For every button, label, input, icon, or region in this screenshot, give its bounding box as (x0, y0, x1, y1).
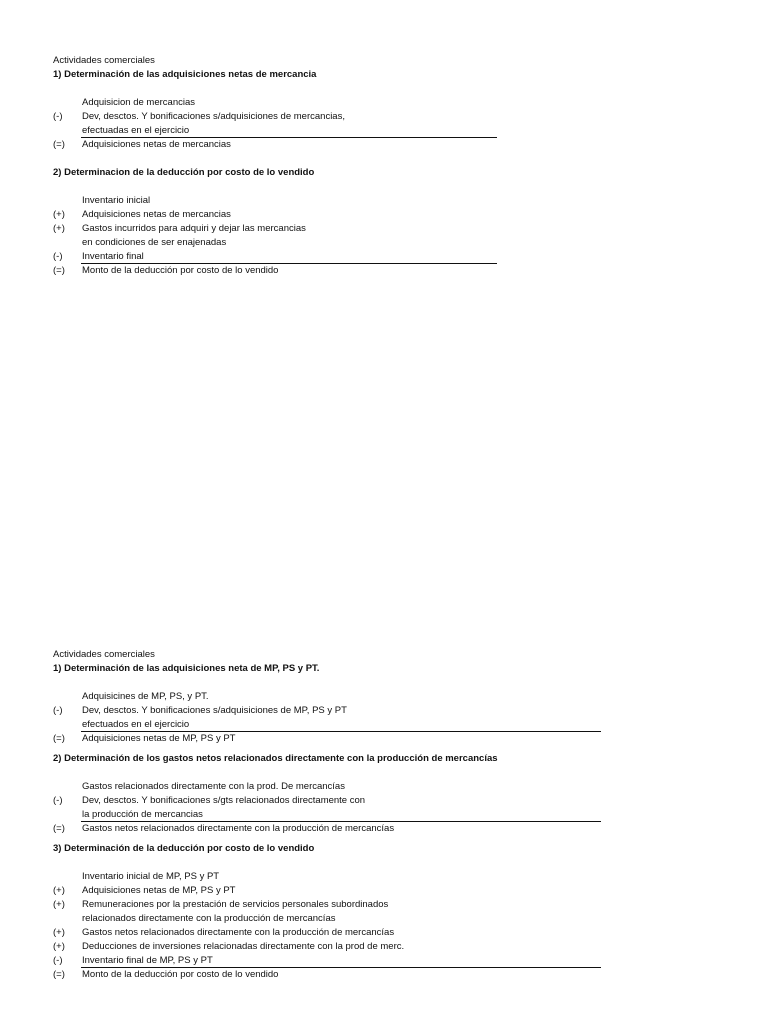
row-label: Gastos netos relacionados directamente con la producción de mercancías (82, 927, 395, 938)
row-label: Monto de la deducción por costo de lo vendido (82, 969, 279, 980)
calc-row (53, 884, 498, 898)
row-label: Gastos netos relacionados directamente con la producción de mercancías (82, 823, 395, 834)
row-label: efectuados en el ejercicio (82, 719, 190, 730)
section-title: Actividades comerciales (53, 649, 155, 660)
operator: (+) (53, 885, 65, 896)
calc-row-total (53, 264, 316, 278)
calc-row (53, 96, 316, 110)
row-label: Adquisicion de mercancias (82, 97, 196, 108)
row-label: Dev, desctos. Y bonificaciones s/gts relacionados directamente con (82, 795, 366, 806)
row-label: efectuadas en el ejercicio (82, 125, 190, 136)
row-label: Inventario final (82, 251, 144, 262)
calc-row (53, 124, 316, 138)
row-label: Remuneraciones por la prestación de servicios personales subordinados (82, 899, 389, 910)
calc-row (53, 780, 498, 794)
operator: (=) (53, 969, 65, 980)
calc-row (53, 898, 498, 912)
row-label: Dev, desctos. Y bonificaciones s/adquisiciones de mercancias, (82, 111, 345, 122)
operator: (+) (53, 927, 65, 938)
calc-row (53, 704, 498, 718)
section-commercial-activities-production (53, 648, 498, 982)
calc-row (53, 222, 316, 236)
calc-row (53, 718, 498, 732)
operator: (+) (53, 223, 65, 234)
row-label: en condiciones de ser enajenadas (82, 237, 227, 248)
row-label: Deducciones de inversiones relacionadas directamente con la prod de merc. (82, 941, 405, 952)
calc-row (53, 236, 316, 250)
row-label: Inventario inicial de MP, PS y PT (82, 871, 220, 882)
row-label: Adquisiciones netas de MP, PS y PT (82, 733, 236, 744)
operator: (=) (53, 265, 65, 276)
calc-row (53, 690, 498, 704)
row-label: la producción de mercancias (82, 809, 203, 820)
operator: (-) (53, 705, 63, 716)
calc-row (53, 954, 498, 968)
operator: (-) (53, 795, 63, 806)
calc-row (53, 250, 316, 264)
row-label: Inventario inicial (82, 195, 151, 206)
calc-row (53, 110, 345, 124)
row-label: Adquisiciones netas de MP, PS y PT (82, 885, 236, 896)
row-label: Gastos relacionados directamente con la prod. De mercancías (82, 781, 345, 792)
part-heading: 3) Determinación de la deducción por costo de lo vendido (53, 843, 315, 854)
calc-row (53, 194, 316, 208)
calc-row (53, 940, 498, 954)
row-label: Dev, desctos. Y bonificaciones s/adquisiciones de MP, PS y PT (82, 705, 347, 716)
part-heading: 1) Determinación de las adquisiciones neta de MP, PS y PT. (53, 663, 320, 674)
operator: (+) (53, 941, 65, 952)
operator: (-) (53, 111, 63, 122)
operator: (+) (53, 899, 65, 910)
row-label: Adquisiciones netas de mercancias (82, 139, 231, 150)
section-commercial-activities (53, 54, 345, 278)
operator: (+) (53, 209, 65, 220)
operator: (-) (53, 251, 63, 262)
operator: (=) (53, 823, 65, 834)
row-label: Monto de la deducción por costo de lo vendido (82, 265, 279, 276)
section-title: Actividades comerciales (53, 55, 155, 66)
operator: (=) (53, 733, 65, 744)
row-label: Adquisiciones netas de mercancias (82, 209, 231, 220)
part-heading: 2) Determinación de los gastos netos relacionados directamente con la producción de mercancías (53, 753, 498, 764)
calc-row (53, 912, 498, 926)
calc-row (53, 870, 498, 884)
part-heading: 1) Determinación de las adquisiciones netas de mercancia (53, 69, 317, 80)
calc-row (53, 208, 316, 222)
row-label: relacionados directamente con la producción de mercancías (82, 913, 336, 924)
calc-row (53, 794, 498, 808)
calc-row-total (53, 138, 316, 152)
operator: (-) (53, 955, 63, 966)
calc-row-total (53, 968, 498, 982)
part-heading: 2) Determinacion de la deducción por costo de lo vendido (53, 167, 315, 178)
operator: (=) (53, 139, 65, 150)
calc-row-total (53, 822, 498, 836)
row-label: Gastos incurridos para adquiri y dejar las mercancias (82, 223, 306, 234)
calc-row (53, 808, 498, 822)
row-label: Adquisicines de MP, PS, y PT. (82, 691, 209, 702)
row-label: Inventario final de MP, PS y PT (82, 955, 213, 966)
calc-row-total (53, 732, 498, 746)
calc-row (53, 926, 498, 940)
